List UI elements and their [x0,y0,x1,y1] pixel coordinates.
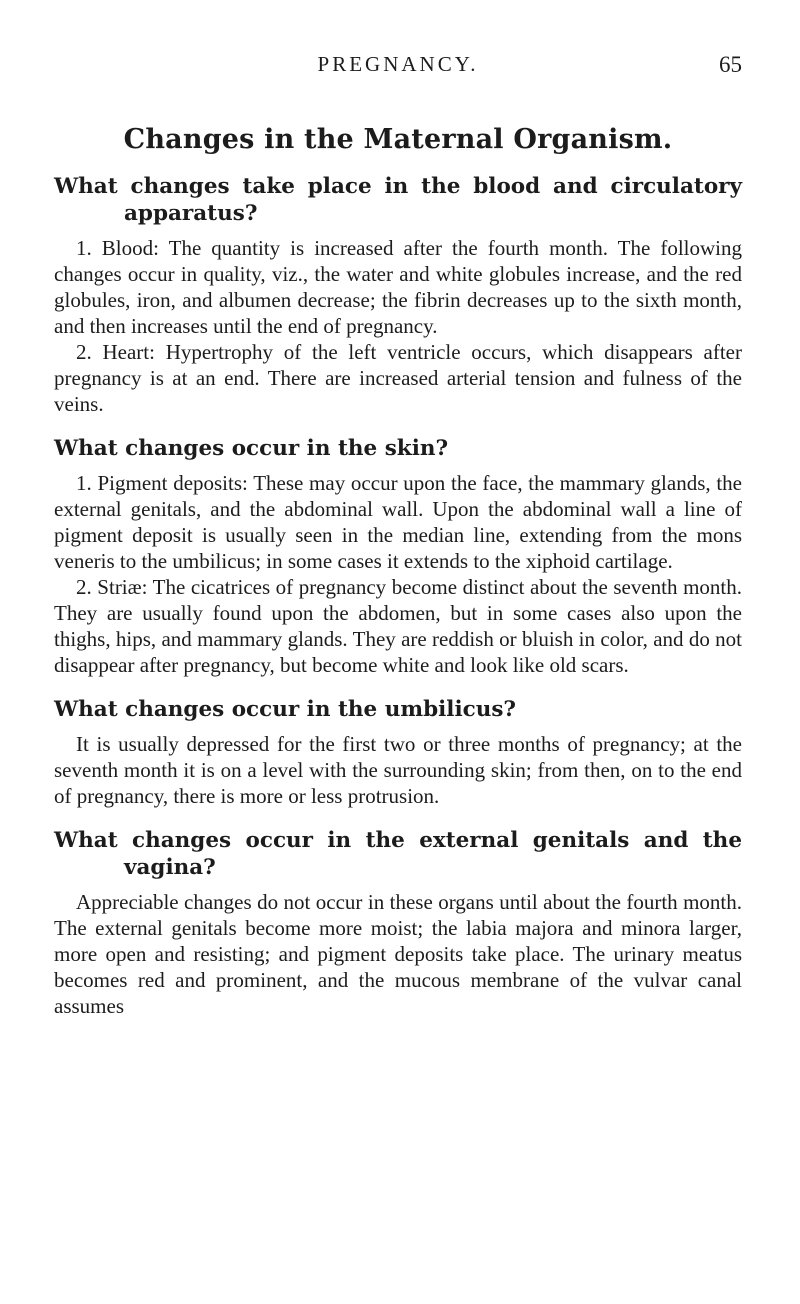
answer-paragraph: 2. Heart: Hypertrophy of the left ventricle occurs, which disappears after pregnancy is at an end. There are increased arterial tension and fulness of the veins. [54,340,742,416]
question-heading: What changes take place in the blood and circulatory apparatus? [54,174,742,226]
answer-paragraph: It is usually depressed for the first two or three months of pregnancy; at the seventh month it is on a level with the surrounding skin; from then, on to the end of pregnancy, there is more or less protrusion. [54,732,742,808]
page-number: 65 [719,52,742,77]
qa-block-skin [54,435,742,678]
answer-paragraph: 1. Pigment deposits: These may occur upon the face, the mammary glands, the external genitals, and the abdominal wall. Upon the abdominal wall a line of pigment deposit is usually seen in the median line, extending from the mons veneris to the umbilicus; in some cases it extends to the xiphoid cartilage. [54,471,742,573]
question-heading: What changes occur in the external genitals and the vagina? [54,828,742,880]
qa-block-umbilicus [54,696,742,809]
running-head [54,40,742,80]
answer-paragraph: 1. Blood: The quantity is increased after the fourth month. The following changes occur in quality, viz., the water and white globules increase, and the red globules, iron, and albumen decrease; the fibrin decreases up to the sixth month, and then increases until the end of pregnancy. [54,236,742,338]
section-title: Changes in the Maternal Organism. [123,124,673,155]
answer-paragraph: Appreciable changes do not occur in these organs until about the fourth month. The external genitals become more moist; the labia majora and minora larger, more open and resisting; and pigment deposits take place. The urinary meatus becomes red and prominent, and the mucous membrane of the vulvar canal assumes [54,890,742,1018]
qa-block-genitals [54,827,742,1019]
qa-block-blood [54,173,742,417]
question-heading: What changes occur in the skin? [54,436,449,461]
answer-paragraph: 2. Striæ: The cicatrices of pregnancy become distinct about the seventh month. They are usually found upon the abdomen, but in some cases also upon the thighs, hips, and mammary glands. They are reddish or bluish in color, and do not disappear after pregnancy, but become white and look like old scars. [54,575,742,677]
question-heading: What changes occur in the umbilicus? [54,697,517,722]
running-title: PREGNANCY. [317,52,479,76]
